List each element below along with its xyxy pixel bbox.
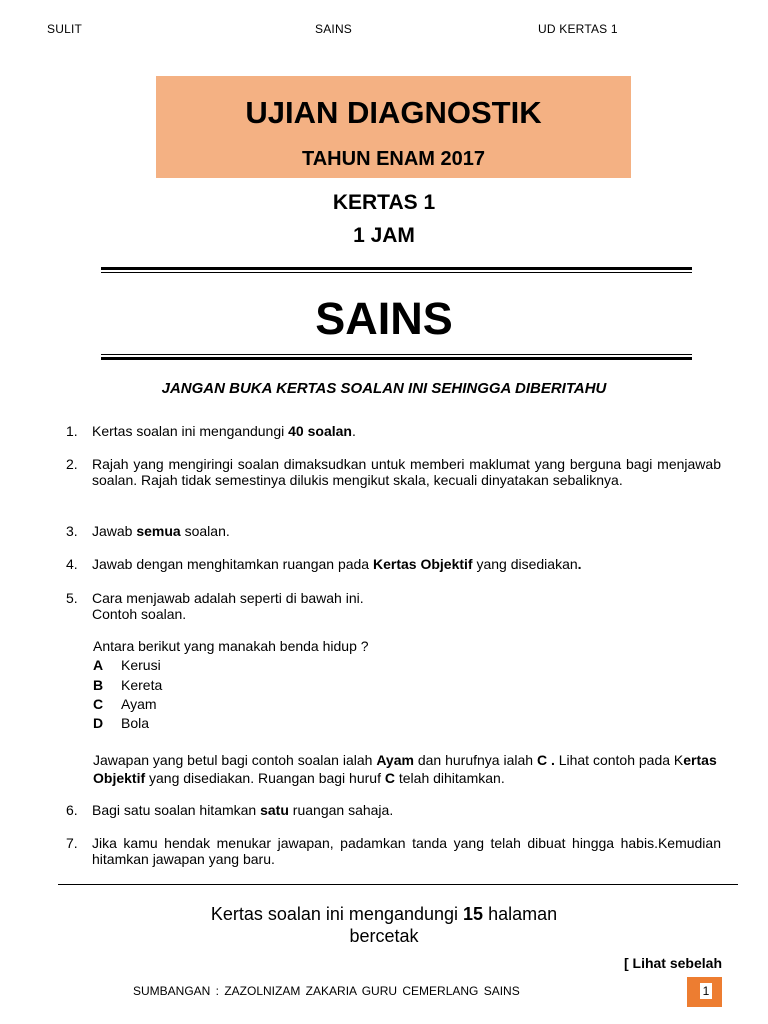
option-d <box>93 715 149 731</box>
instruction-number: 6. <box>66 802 78 818</box>
instruction-bold: semua <box>136 523 181 539</box>
instruction-2 <box>66 456 721 488</box>
page-note-text: halaman <box>483 904 558 924</box>
instruction-number: 7. <box>66 835 78 851</box>
bottom-divider <box>58 884 738 885</box>
instruction-bold: 40 soalan <box>288 423 352 439</box>
example-question: Antara berikut yang manakah benda hidup ? <box>93 638 369 654</box>
instruction-6 <box>66 802 721 818</box>
instruction-bold: . <box>577 556 582 572</box>
page-note-text: Kertas soalan ini mengandungi <box>210 904 464 924</box>
instruction-number: 5. <box>66 590 78 606</box>
option-letter: C <box>93 696 104 712</box>
option-letter: B <box>93 677 104 693</box>
footer-credit: SUMBANGAN : ZAZOLNIZAM ZAKARIA GURU CEMERLANG SAINS <box>133 984 520 998</box>
warning-text: JANGAN BUKA KERTAS SOALAN INI SEHINGGA DIBERITAHU <box>161 380 607 397</box>
answer-text: telah dihitamkan. <box>394 770 505 786</box>
option-text: Kerusi <box>121 657 161 673</box>
page-number: 1 <box>700 983 712 999</box>
page-note-text: bercetak <box>349 926 419 946</box>
instruction-number: 3. <box>66 523 78 539</box>
instruction-number: 2. <box>66 456 78 472</box>
answer-bold: C <box>384 770 395 786</box>
option-text: Kereta <box>121 677 163 693</box>
instruction-text: Jika kamu hendak menukar jawapan, padamkan tanda yang telah dibuat hingga habis.Kemudian hitamkan jawapan yang baru. <box>92 835 721 867</box>
instruction-7 <box>66 835 721 867</box>
paper-name: KERTAS 1 <box>332 191 436 214</box>
instruction-text: Rajah yang mengiringi soalan dimaksudkan untuk memberi maklumat yang berguna bagi menjawab soalan. Rajah tidak semestinya dilukis mengikut skala, kecuali dinyatakan sebaliknya. <box>92 456 721 488</box>
answer-text: yang disediakan. Ruangan bagi huruf <box>145 770 385 786</box>
instruction-1 <box>66 423 721 439</box>
option-letter: A <box>93 657 104 673</box>
divider-top-thick <box>101 267 692 270</box>
answer-text: Jawapan yang betul bagi contoh soalan ialah <box>93 752 377 768</box>
page-count-note <box>0 903 768 947</box>
instruction-number: 4. <box>66 556 78 572</box>
instruction-text: Kertas soalan ini mengandungi <box>92 423 289 439</box>
option-letter: D <box>93 715 104 731</box>
option-text: Bola <box>121 715 150 731</box>
answer-bold: ertas Objektif <box>93 752 717 786</box>
exam-title: UJIAN DIAGNOSTIK <box>245 95 542 130</box>
option-b <box>93 677 162 693</box>
next-page-note: [ Lihat sebelah <box>623 955 722 971</box>
header-right: UD KERTAS 1 <box>538 22 618 36</box>
exam-year: TAHUN ENAM 2017 <box>302 148 485 170</box>
instruction-text: yang disediakan <box>472 556 578 572</box>
option-a <box>93 657 161 673</box>
paper-duration: 1 JAM <box>353 224 415 247</box>
instruction-4 <box>66 556 721 572</box>
answer-bold: C . <box>536 752 555 768</box>
instruction-text: soalan. <box>180 523 230 539</box>
instruction-text: . <box>351 423 356 439</box>
instruction-bold: Kertas Objektif <box>372 556 473 572</box>
instruction-text: Cara menjawab adalah seperti di bawah ini. <box>92 590 364 606</box>
header-center: SAINS <box>315 22 353 36</box>
page-count: 15 <box>463 904 484 924</box>
divider-top-thin <box>101 272 692 273</box>
instruction-number: 1. <box>66 423 78 439</box>
subject-title: SAINS <box>315 293 453 344</box>
answer-text: dan hurufnya ialah <box>413 752 537 768</box>
instruction-text: ruangan sahaja. <box>288 802 394 818</box>
divider-bottom-thick <box>101 357 692 360</box>
option-text: Ayam <box>121 696 157 712</box>
instruction-text: Jawab dengan menghitamkan ruangan pada <box>92 556 373 572</box>
answer-text: Lihat contoh pada K <box>554 752 684 768</box>
example-answer <box>93 751 721 787</box>
instruction-5 <box>66 590 721 622</box>
header-left: SULIT <box>47 22 83 36</box>
answer-bold: Ayam <box>376 752 414 768</box>
divider-bottom-thin <box>101 354 692 355</box>
option-c <box>93 696 157 712</box>
instruction-text: Contoh soalan. <box>92 606 187 622</box>
instruction-text: Jawab <box>92 523 137 539</box>
instruction-3 <box>66 523 721 539</box>
instruction-bold: satu <box>260 802 289 818</box>
instruction-text: Bagi satu soalan hitamkan <box>92 802 261 818</box>
